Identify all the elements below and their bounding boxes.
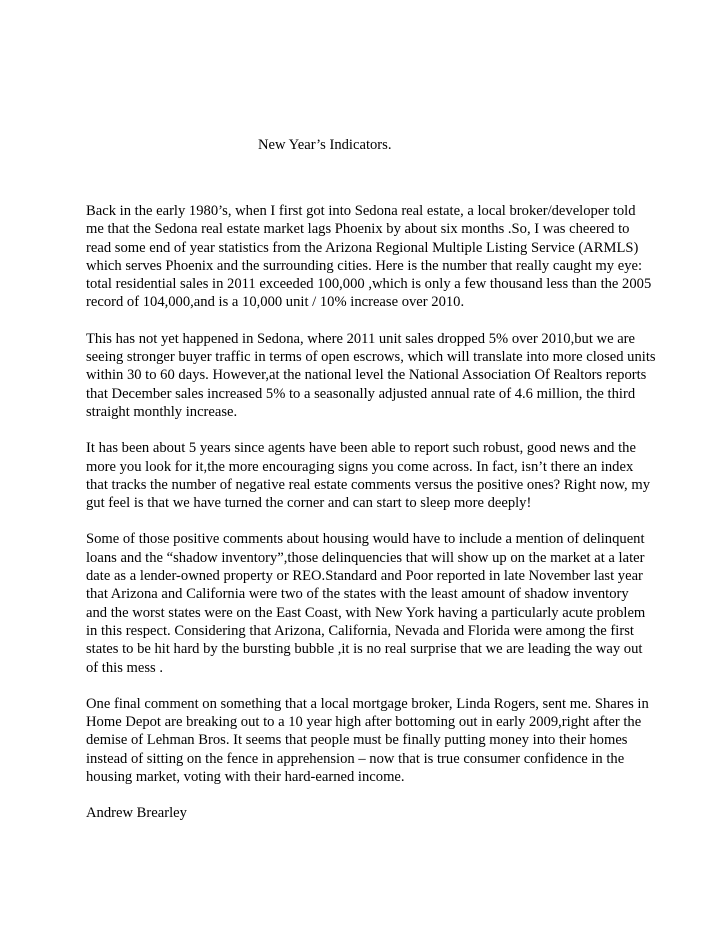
- paragraph: [86, 530, 646, 676]
- text-line: that tracks the number of negative real estate comments versus the positive ones? Right now, my: [86, 476, 651, 493]
- text-line: of this mess .: [86, 659, 164, 676]
- document-body: [86, 202, 656, 823]
- document-title: New Year’s Indicators.: [258, 137, 392, 153]
- signature-name: Andrew Brearley: [86, 805, 187, 822]
- text-line: date as a lender-owned property or REO.Standard and Poor reported in late November last year: [86, 568, 643, 585]
- text-line: Some of those positive comments about housing would have to include a mention of delinquent: [86, 531, 645, 548]
- text-line: within 30 to 60 days. However,at the national level the National Association Of Realtors reports: [86, 367, 647, 384]
- text-line: more you look for it,the more encouraging signs you come across. In fact, isn’t there an index: [86, 458, 634, 475]
- text-line: loans and the “shadow inventory”,those delinquencies that will show up on the market at a later: [86, 549, 645, 566]
- text-line: instead of sitting on the fence in apprehension – now that is true consumer confidence in the: [86, 750, 625, 767]
- text-line: and the worst states were on the East Coast, with New York having a particularly acute problem: [86, 604, 646, 621]
- text-line: states to be hit hard by the bursting bubble ,it is no real surprise that we are leading the way out: [86, 641, 643, 658]
- paragraph: [86, 330, 656, 421]
- text-line: that Arizona and California were two of the states with the least amount of shadow inventory: [86, 586, 629, 603]
- text-line: me that the Sedona real estate market lags Phoenix by about six months .So, I was cheered to: [86, 221, 630, 238]
- text-line: straight monthly increase.: [86, 403, 238, 420]
- text-line: One final comment on something that a local mortgage broker, Linda Rogers, sent me. Shares in: [86, 695, 649, 712]
- paragraph: [86, 202, 652, 312]
- text-line: seeing stronger buyer traffic in terms of open escrows, which will translate into more closed units: [86, 349, 656, 366]
- paragraph: [86, 695, 649, 786]
- text-line: which serves Phoenix and the surrounding cities. Here is the number that really caught my eye:: [86, 257, 643, 274]
- text-line: Back in the early 1980’s, when I first got into Sedona real estate, a local broker/developer told: [86, 203, 636, 219]
- text-line: read some end of year statistics from the Arizona Regional Multiple Listing Service (ARMLS): [86, 239, 639, 256]
- text-line: Home Depot are breaking out to a 10 year high after bottoming out in early 2009,right after the: [86, 714, 642, 731]
- text-line: housing market, voting with their hard-earned income.: [86, 769, 405, 786]
- text-line: record of 104,000,and is a 10,000 unit / 10% increase over 2010.: [86, 294, 465, 311]
- text-line: It has been about 5 years since agents have been able to report such robust, good news and the: [86, 440, 636, 457]
- text-line: in this respect. Considering that Arizona, California, Nevada and Florida were among the first: [86, 622, 634, 639]
- text-line: total residential sales in 2011 exceeded 100,000 ,which is only a few thousand less than the 2005: [86, 276, 652, 293]
- text-line: This has not yet happened in Sedona, where 2011 unit sales dropped 5% over 2010,but we are: [86, 330, 636, 347]
- text-line: gut feel is that we have turned the corner and can start to sleep more deeply!: [86, 495, 532, 512]
- text-line: that December sales increased 5% to a seasonally adjusted annual rate of 4.6 million, the third: [86, 385, 636, 402]
- text-line: demise of Lehman Bros. It seems that people must be finally putting money into their homes: [86, 732, 628, 749]
- paragraph: [86, 439, 651, 512]
